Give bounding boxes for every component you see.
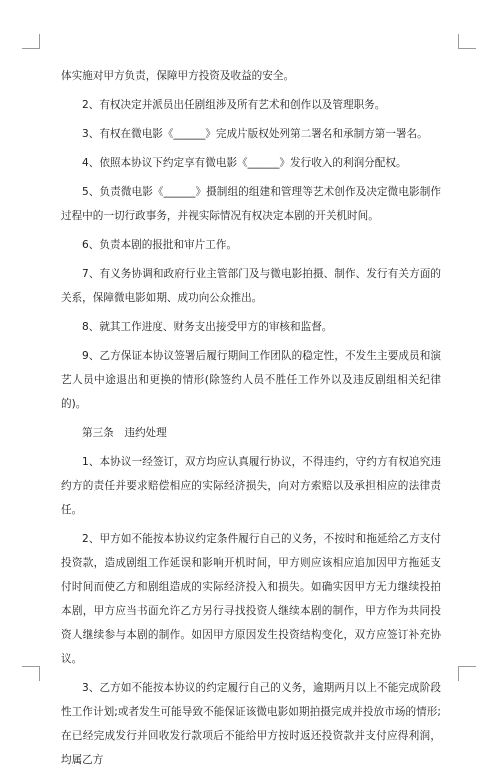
section-heading: 第三条 违约处理 [82, 427, 167, 439]
crop-mark-bottom-right [458, 666, 476, 681]
crop-mark-bottom-left [22, 666, 40, 681]
paragraph-item-5: 5、负责微电影《______》摄制组的组建和管理等艺术创作及决定微电影制作过程中的一切行政事务，并视实际情况有权决定本剧的开关机时间。 [61, 186, 441, 222]
paragraph-breach-2: 2、甲方如不能按本协议约定条件履行自己的义务，不按时和拖延给乙方支付投资款，造成剧组工作延误和影响开机时间，甲方则应该相应追加因甲方拖延支付时间而使乙方和剧组造成的实际经济投入和损失。如确实因甲方无力继续投拍本剧，甲方应当书面允许乙方另行寻找投资人继续本剧的制作，甲方作为共同投资人继续参与本剧的制作。如因甲方原因发生投资结构变化，双方应签订补充协议。 [61, 533, 441, 665]
paragraph-item-7: 7、有义务协调和政府行业主管部门及与微电影拍摄、制作、发行有关方面的关系，保障微电影如期、成功向公众推出。 [61, 268, 441, 304]
paragraph-item-4: 4、依照本协议下约定享有微电影《______》发行收入的利润分配权。 [82, 157, 407, 169]
paragraph-item-8: 8、就其工作进度、财务支出接受甲方的审核和监督。 [82, 321, 333, 333]
crop-mark-top-right [458, 34, 476, 49]
paragraph-breach-1: 1、本协议一经签订，双方均应认真履行协议，不得违约，守约方有权追究违约方的责任并要求赔偿相应的实际经济损失，向对方索赔以及承担相应的法律责任。 [61, 456, 441, 516]
paragraph-item-9: 9、乙方保证本协议签署后履行期间工作团队的稳定性，不发生主要成员和演艺人员中途退出和更换的情形(除签约人员不胜任工作外以及违反剧组相关纪律的)。 [61, 350, 441, 410]
document-body [61, 64, 441, 777]
paragraph-item-2: 2、有权决定并派员出任剧组涉及所有艺术和创作以及管理职务。 [82, 99, 386, 111]
paragraph-continued: 体实施对甲方负责，保障甲方投资及收益的安全。 [61, 70, 295, 82]
crop-mark-top-left [22, 34, 40, 49]
paragraph-item-3: 3、有权在微电影《______》完成片版权处列第二署名和承制方第一署名。 [82, 128, 428, 140]
paragraph-item-6: 6、负责本剧的报批和审片工作。 [82, 239, 238, 251]
paragraph-breach-3: 3、乙方如不能按本协议的约定履行自己的义务，逾期两月以上不能完成阶段性工作计划;或者发生可能导致不能保证该微电影如期拍摄完成并投放市场的情形;在已经完成发行并回收发行款项后不能给甲方按时返还投资款并支付应得利润，均属乙方 [61, 682, 441, 766]
